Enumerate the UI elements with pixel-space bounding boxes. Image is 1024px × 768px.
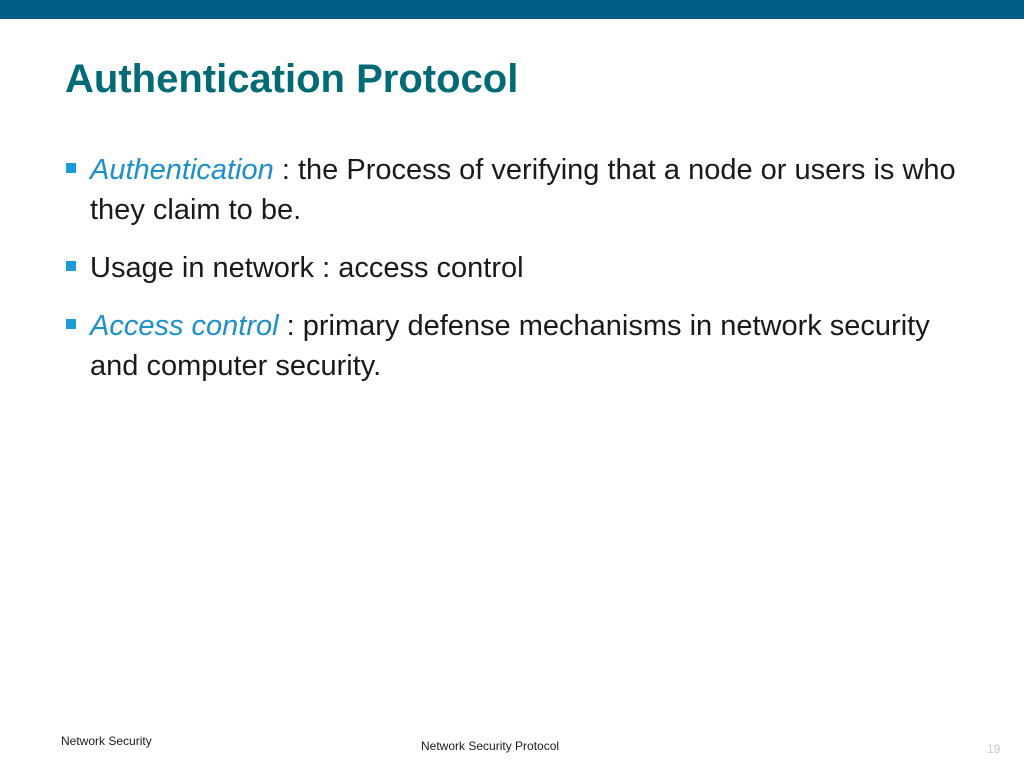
square-bullet-icon (66, 261, 76, 271)
footer-center-text: Network Security Protocol (421, 739, 560, 753)
bullet-list (64, 150, 964, 404)
bullet-term: Authentication (90, 154, 274, 186)
footer-left-text: Network Security (61, 734, 152, 748)
bullet-text: : the Process of verifying that a node or users is who they claim to be. (90, 154, 956, 226)
bullet-text: : primary defense mechanisms in network security and computer security. (90, 310, 930, 382)
bullet-item-access-control (64, 306, 964, 386)
bullet-text: Usage in network : access control (90, 252, 524, 284)
slide-title: Authentication Protocol (65, 57, 519, 101)
header-bar (0, 0, 1024, 19)
page-number: 19 (987, 742, 1001, 756)
bullet-item-usage (64, 248, 964, 288)
square-bullet-icon (66, 163, 76, 173)
square-bullet-icon (66, 319, 76, 329)
bullet-item-authentication (64, 150, 964, 230)
bullet-term: Access control (90, 310, 279, 342)
